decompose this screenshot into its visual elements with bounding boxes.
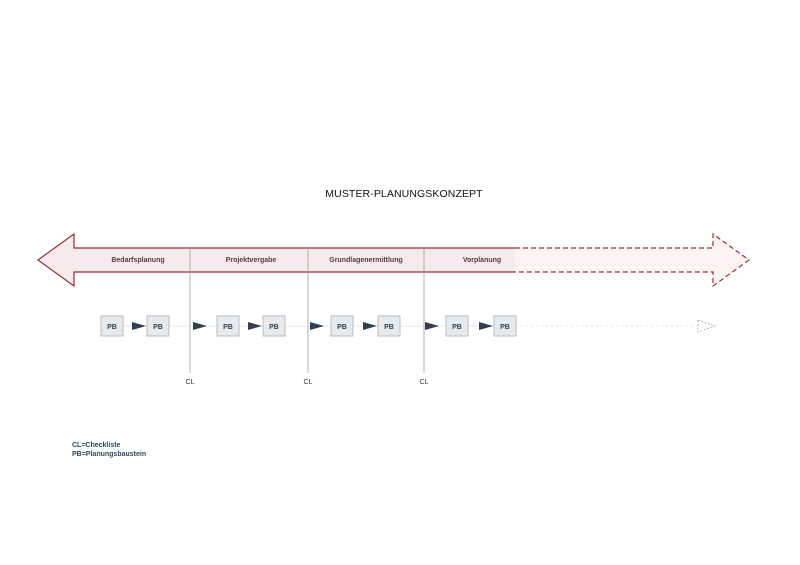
timeline-arrow: [38, 234, 515, 286]
connector-arrow: [248, 322, 262, 330]
legend: [72, 441, 146, 459]
building-block: [147, 316, 169, 336]
building-block: [331, 316, 353, 336]
building-block-label: PB: [223, 324, 233, 331]
building-block-label: PB: [107, 324, 117, 331]
building-block-label: PB: [452, 324, 462, 331]
connector-arrow: [132, 322, 146, 330]
checkpoint-label: CL: [303, 379, 313, 386]
building-block-label: PB: [269, 324, 279, 331]
legend-item-planungsbaustein: PB=Planungsbaustein: [72, 451, 147, 458]
connector-arrow: [479, 322, 493, 330]
building-block: [101, 316, 123, 336]
checkpoint-label: CL: [419, 379, 429, 386]
building-block: [446, 316, 468, 336]
building-block: [263, 316, 285, 336]
building-block: [494, 316, 516, 336]
phase-label-grundlagenermittlung: Grundlagenermittlung: [329, 257, 403, 264]
phase-label-bedarfsplanung: Bedarfsplanung: [111, 257, 165, 264]
building-block: [378, 316, 400, 336]
phase-label-projektvergabe: Projektvergabe: [225, 257, 277, 264]
connector-arrow: [310, 322, 324, 330]
phase-label-vorplanung: Vorplanung: [462, 257, 502, 264]
connector-arrow: [425, 322, 439, 330]
building-block: [217, 316, 239, 336]
connector-arrow: [363, 322, 377, 330]
diagram-title: MUSTER-PLANUNGSKONZEPT: [325, 188, 483, 200]
connector-arrow: [193, 322, 207, 330]
building-block-label: PB: [384, 324, 394, 331]
dashed-end-arrow: [698, 320, 715, 332]
checkpoint-label: CL: [185, 379, 195, 386]
building-block-label: PB: [337, 324, 347, 331]
timeline-arrow-dashed-tail: [515, 234, 749, 286]
legend-item-checkliste: CL=Checkliste: [72, 442, 121, 449]
building-block-label: PB: [153, 324, 163, 331]
building-block-label: PB: [500, 324, 510, 331]
